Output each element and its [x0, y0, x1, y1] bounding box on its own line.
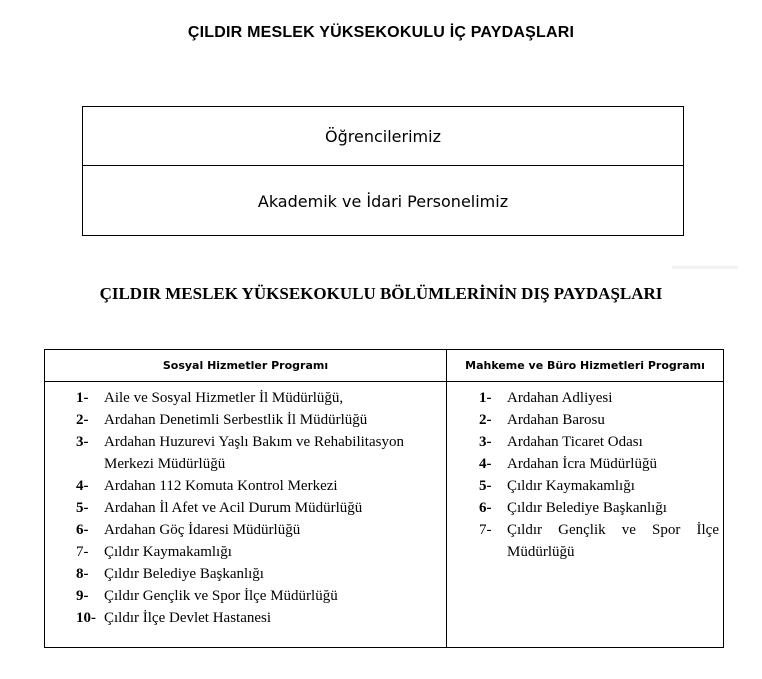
list-item-text: Ardahan Göç İdaresi Müdürlüğü [104, 522, 301, 538]
list-item [479, 475, 719, 497]
divider [672, 266, 738, 269]
list-item-number: 1- [479, 390, 492, 406]
list-item-number: 2- [76, 412, 89, 428]
list-item [479, 497, 719, 519]
list-item-number: 3- [76, 434, 89, 450]
list-item [479, 453, 719, 475]
list-item [76, 585, 442, 607]
stakeholder-list [447, 382, 723, 563]
list-item-number: 3- [479, 434, 492, 450]
list-item [76, 519, 442, 541]
list-item-text: Çıldır Kaymakamlığı [104, 544, 232, 560]
list-item-number: 1- [76, 390, 89, 406]
list-item [479, 409, 719, 431]
list-item-number: 2- [479, 412, 492, 428]
social-services-column [45, 350, 447, 647]
list-item [76, 387, 442, 409]
list-item-number: 6- [76, 522, 89, 538]
list-item-text: Çıldır Belediye Başkanlığı [104, 566, 264, 582]
list-item-text: Çıldır Gençlik ve Spor İlçe Müdürlüğü [104, 588, 338, 604]
internal-stakeholders-table [82, 106, 684, 236]
column-header: Sosyal Hizmetler Programı [45, 350, 446, 382]
list-item [76, 431, 442, 475]
list-item-text: Ardahan Barosu [507, 412, 605, 428]
list-item-number: 7- [76, 544, 89, 560]
list-item [76, 563, 442, 585]
list-item-number: 5- [479, 478, 492, 494]
list-item-number: 5- [76, 500, 89, 516]
list-item-text: Ardahan 112 Komuta Kontrol Merkezi [104, 478, 338, 494]
list-item-text: Çıldır Gençlik ve Spor İlçe Müdürlüğü [507, 522, 719, 560]
column-header: Mahkeme ve Büro Hizmetleri Programı [447, 350, 723, 382]
list-item-text: Ardahan Denetimli Serbestlik İl Müdürlüğü [104, 412, 368, 428]
list-item-text: Ardahan Ticaret Odası [507, 434, 643, 450]
list-item-number: 6- [479, 500, 492, 516]
list-item [479, 431, 719, 453]
list-item-text: Çıldır Belediye Başkanlığı [507, 500, 667, 516]
list-item-text: Çıldır İlçe Devlet Hastanesi [104, 610, 272, 626]
internal-row-students: Öğrencilerimiz [83, 107, 683, 166]
external-stakeholders-table [44, 349, 724, 648]
list-item-number: 4- [479, 456, 492, 472]
external-stakeholders-title: ÇILDIR MESLEK YÜKSEKOKULU BÖLÜMLERİNİN DIŞ PAYDAŞLARI [99, 284, 663, 303]
list-item-text: Ardahan İl Afet ve Acil Durum Müdürlüğü [104, 500, 363, 516]
list-item-number: 10- [76, 610, 96, 626]
internal-stakeholders-title: ÇILDIR MESLEK YÜKSEKOKULU İÇ PAYDAŞLARI [187, 24, 575, 41]
list-item [76, 497, 442, 519]
list-item-text: Ardahan Adliyesi [507, 390, 613, 406]
internal-row-staff: Akademik ve İdari Personelimiz [257, 191, 509, 211]
list-item-number: 9- [76, 588, 89, 604]
list-item-text: Aile ve Sosyal Hizmetler İl Müdürlüğü, [104, 390, 344, 406]
list-item [76, 541, 442, 563]
list-item-number: 8- [76, 566, 89, 582]
list-item [76, 475, 442, 497]
list-item-text: Ardahan Huzurevi Yaşlı Bakım ve Rehabilitasyon Merkezi Müdürlüğü [104, 434, 404, 472]
stakeholder-list [45, 382, 446, 629]
list-item [479, 387, 719, 409]
list-item [76, 409, 442, 431]
list-item-text: Çıldır Kaymakamlığı [507, 478, 635, 494]
court-office-column [447, 350, 723, 647]
list-item-number: 4- [76, 478, 89, 494]
list-item [76, 607, 442, 629]
list-item [479, 519, 719, 563]
list-item-number: 7- [479, 522, 492, 538]
list-item-text: Ardahan İcra Müdürlüğü [507, 456, 657, 472]
